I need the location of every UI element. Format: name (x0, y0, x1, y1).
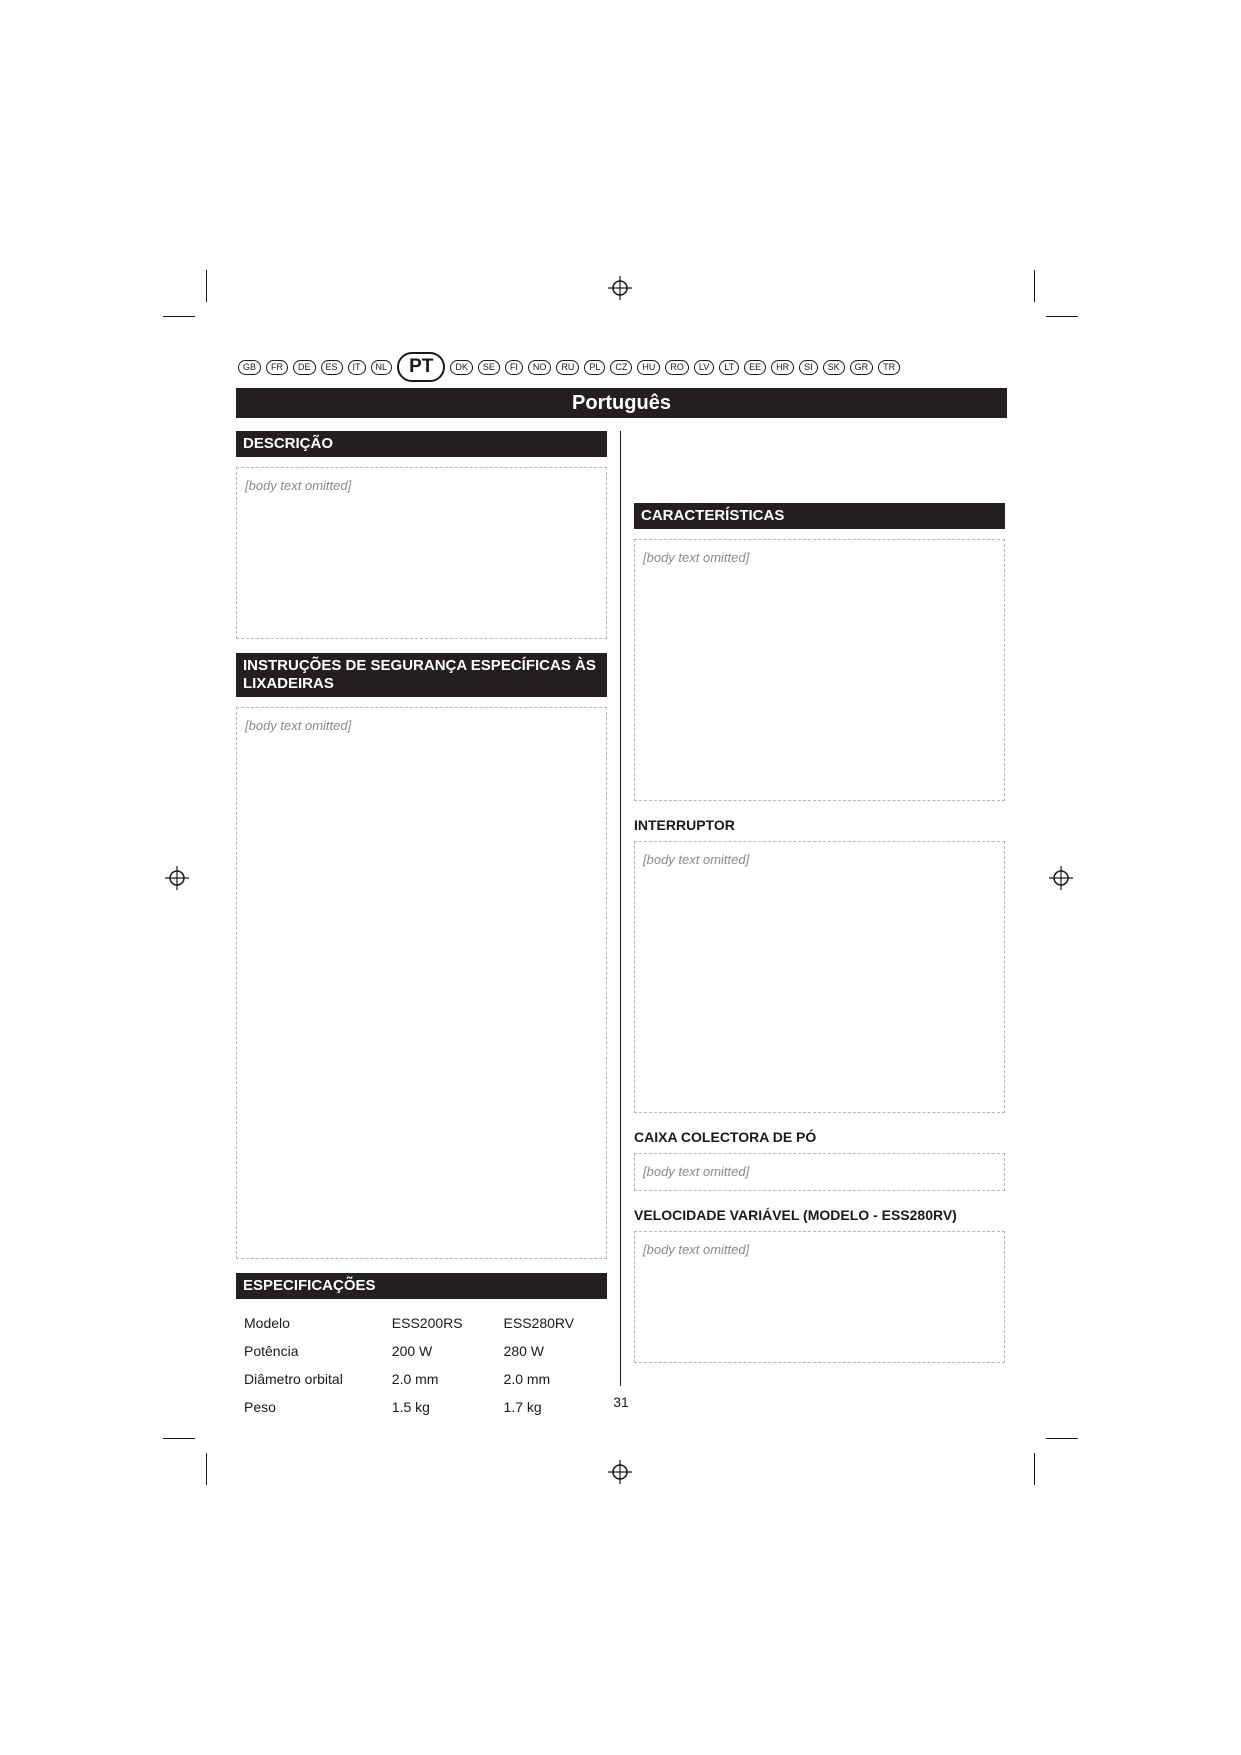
table-cell: ESS200RS (391, 1315, 463, 1331)
body-text-placeholder: [body text omitted] (236, 707, 607, 1259)
section-heading-caixa-colectora: CAIXA COLECTORA DE PÓ (634, 1129, 817, 1145)
table-cell: 1.5 kg (391, 1399, 430, 1415)
table-cell: 200 W (391, 1343, 433, 1359)
crop-mark (163, 1438, 195, 1439)
body-text-placeholder: [body text omitted] (634, 539, 1005, 801)
table-row (236, 1309, 607, 1337)
table-cell: Potência (244, 1343, 299, 1359)
language-code-gb: GB (238, 360, 261, 375)
page-title: Português (236, 388, 1007, 418)
table-cell: 280 W (503, 1343, 545, 1359)
language-selector-row (238, 352, 1008, 382)
language-code-hu: HU (637, 360, 660, 375)
language-code-nl: NL (371, 360, 393, 375)
body-text-placeholder: [body text omitted] (634, 1153, 1005, 1191)
language-code-sk: SK (823, 360, 845, 375)
language-code-pl: PL (584, 360, 605, 375)
crop-mark (206, 1453, 207, 1485)
column-divider (620, 431, 621, 1386)
table-cell: Diâmetro orbital (244, 1371, 343, 1387)
language-code-fr: FR (266, 360, 288, 375)
crop-mark (1046, 1438, 1078, 1439)
language-code-de: DE (293, 360, 316, 375)
table-cell: Peso (244, 1399, 276, 1415)
table-cell: 2.0 mm (391, 1371, 439, 1387)
body-text-placeholder: [body text omitted] (634, 841, 1005, 1113)
language-code-cz: CZ (610, 360, 632, 375)
language-code-dk: DK (450, 360, 473, 375)
body-text-placeholder: [body text omitted] (634, 1231, 1005, 1363)
section-heading-seguranca: INSTRUÇÕES DE SEGURANÇA ESPECÍFICAS ÀS LIXADEIRAS (236, 653, 607, 697)
table-cell: Modelo (244, 1315, 290, 1331)
body-text-placeholder: [body text omitted] (236, 467, 607, 639)
table-row (236, 1337, 607, 1365)
language-code-fi: FI (505, 360, 523, 375)
registration-mark-icon (165, 866, 189, 890)
language-code-gr: GR (850, 360, 874, 375)
crop-mark (163, 316, 195, 317)
language-code-hr: HR (771, 360, 794, 375)
language-code-es: ES (321, 360, 343, 375)
right-column (634, 431, 1005, 1377)
crop-mark (1034, 270, 1035, 302)
table-row (236, 1393, 607, 1421)
language-code-lv: LV (694, 360, 714, 375)
left-column (236, 431, 607, 1435)
language-code-si: SI (799, 360, 818, 375)
table-cell: 2.0 mm (503, 1371, 551, 1387)
registration-mark-icon (1049, 866, 1073, 890)
section-heading-caracteristicas: CARACTERÍSTICAS (634, 503, 1005, 529)
section-heading-especificacoes: ESPECIFICAÇÕES (236, 1273, 607, 1299)
language-code-it: IT (348, 360, 366, 375)
specifications-table (236, 1309, 607, 1421)
language-code-ru: RU (556, 360, 579, 375)
language-code-pt: PT (397, 352, 445, 382)
crop-mark (1034, 1453, 1035, 1485)
registration-mark-icon (608, 1460, 632, 1484)
table-cell: 1.7 kg (503, 1399, 542, 1415)
language-code-no: NO (528, 360, 552, 375)
crop-mark (206, 270, 207, 302)
table-row (236, 1365, 607, 1393)
language-code-ee: EE (744, 360, 766, 375)
section-heading-descricao: DESCRIÇÃO (236, 431, 607, 457)
language-code-se: SE (478, 360, 500, 375)
language-code-ro: RO (665, 360, 689, 375)
registration-mark-icon (608, 276, 632, 300)
language-code-lt: LT (719, 360, 739, 375)
section-heading-interruptor: INTERRUPTOR (634, 817, 735, 833)
page-number: 31 (613, 1394, 629, 1410)
language-code-tr: TR (878, 360, 900, 375)
table-cell: ESS280RV (503, 1315, 575, 1331)
section-heading-velocidade-variavel: VELOCIDADE VARIÁVEL (MODELO - ESS280RV) (634, 1207, 957, 1223)
crop-mark (1046, 316, 1078, 317)
